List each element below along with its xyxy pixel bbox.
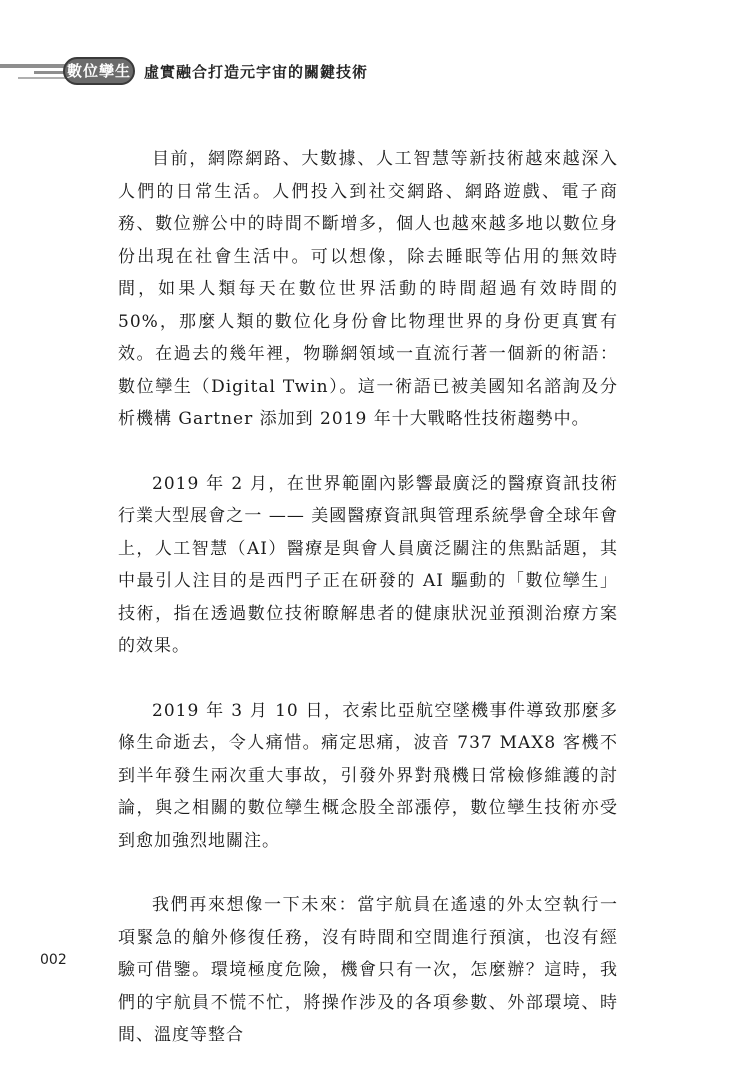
header-decoration [0,55,70,91]
header-rule [18,77,70,79]
paragraph: 2019 年 3 月 10 日，衣索比亞航空墜機事件導致那麼多條生命逝去，令人痛惜。痛定思痛，波音 737 MAX8 客機不到半年發生兩次重大事故，引發外界對飛機日常檢修維護的討論，與之相關的數位孿生概念股全部漲停，數位孿生技術亦受到愈加強烈地關注。 [118,700,618,851]
paragraph: 我們再來想像一下未來：當宇航員在遙遠的外太空執行一項緊急的艙外修復任務，沒有時間和空間進行預演，也沒有經驗可借鑒。環境極度危險，機會只有一次，怎麼辦？這時，我們的宇航員不慌不忙，將操作涉及的各項參數、外部環境、時間、溫度等整合 [118,895,618,1045]
paragraph: 目前，網際網路、大數據、人工智慧等新技術越來越深入人們的日常生活。人們投入到社交網路、網路遊戲、電子商務、數位辦公中的時間不斷增多，個人也越來越多地以數位身份出現在社會生活中。可以想像，除去睡眠等佔用的無效時間，如果人類每天在數位世界活動的時間超過有效時間的 50%，那麼人類的數位化身份會比物理世界的身份更真實有效。在過去的幾年裡，物聯網領域一直流行著一個新的術語：數位孿生（Digital Twin）。這一術語已被美國知名諮詢及分析機構 Gartner 添加到 2019 年十大戰略性技術趨勢中。 [118,149,618,429]
chapter-tag: 數位孿生 [63,57,135,85]
running-header [0,55,750,91]
book-title: 虛實融合打造元宇宙的關鍵技術 [144,63,369,81]
page-number: 002 [40,952,67,968]
header-rule [0,64,68,68]
paragraph: 2019 年 2 月，在世界範圍內影響最廣泛的醫療資訊技術行業大型展會之一 —— 美國醫療資訊與管理系統學會全球年會上，人工智慧（AI）醫療是與會人員廣泛關注的焦點話題，其中最引人注目的是西門子正在研發的 AI 驅動的「數位孿生」技術，指在透過數位技術瞭解患者的健康狀況並預測治療方案的效果。 [118,473,618,656]
page-body [118,143,618,1084]
